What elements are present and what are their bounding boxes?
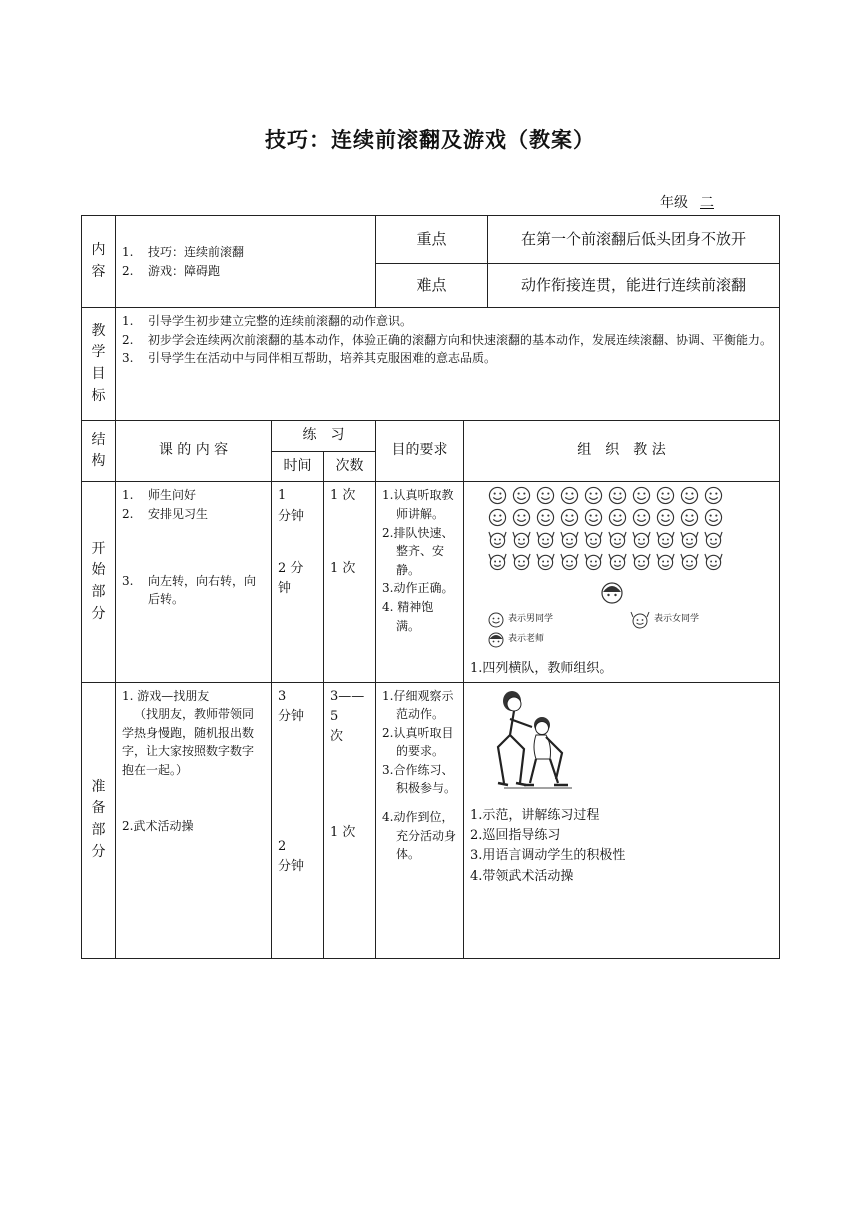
girl-face-icon xyxy=(584,552,603,572)
key-point-text: 在第一个前滚翻后低头团身不放开 xyxy=(488,216,780,264)
start-organization xyxy=(464,482,780,682)
organization-method-header: 组 织 教 法 xyxy=(464,421,780,482)
boy-face-icon xyxy=(536,508,555,528)
teacher-legend-icon xyxy=(488,632,504,648)
girl-face-icon xyxy=(704,552,723,572)
boy-face-icon xyxy=(488,486,507,506)
girl-face-icon xyxy=(656,530,675,550)
list-item: 3.动作正确。 xyxy=(382,581,454,596)
martial-arts-item: 2.武术活动操 xyxy=(122,819,194,834)
goals-row xyxy=(82,308,780,421)
start-count: 1 次 1 次 xyxy=(324,482,376,682)
content-row-key xyxy=(82,216,780,264)
prep-methods xyxy=(470,806,773,887)
prep-section-row xyxy=(82,682,780,958)
key-point-label: 重点 xyxy=(376,216,488,264)
boy-face-icon xyxy=(512,486,531,506)
list-item: 2. 游戏：障碍跑 xyxy=(122,263,221,278)
lesson-plan-table xyxy=(81,215,780,959)
formation-diagram xyxy=(470,484,773,659)
boy-face-icon xyxy=(608,486,627,506)
list-item: 1.仔细观察示范动作。 xyxy=(382,688,454,722)
list-item: 1.示范，讲解练习过程 xyxy=(470,808,600,824)
girl-face-icon xyxy=(608,552,627,572)
boy-face-icon xyxy=(680,486,699,506)
list-item: 4. 精神饱满。 xyxy=(382,599,434,633)
boy-row xyxy=(488,486,728,506)
girl-face-icon xyxy=(632,530,651,550)
prep-organization xyxy=(464,682,780,958)
start-requirements xyxy=(376,482,464,682)
girl-row xyxy=(488,530,728,550)
legend-boy: 表示男同学 xyxy=(488,612,553,628)
girl-face-icon xyxy=(560,552,579,572)
game-description: （找朋友，教师带领同学热身慢跑，随机报出数字，让大家按照数字数字抱在一起。） xyxy=(122,707,255,777)
start-section-row xyxy=(82,482,780,682)
girl-face-icon xyxy=(512,552,531,572)
girl-face-icon xyxy=(512,530,531,550)
list-item: 3.用语言调动学生的积极性 xyxy=(470,848,626,864)
list-item: 4.带领武术活动操 xyxy=(470,868,574,884)
grade-line xyxy=(660,192,718,212)
game-title: 1. 游戏—找朋友 xyxy=(122,688,210,703)
difficulty-text: 动作衔接连贯，能进行连续前滚翻 xyxy=(488,264,780,308)
header-row-1 xyxy=(82,421,780,452)
list-item: 1. 引导学生初步建立完整的连续前滚翻的动作意识。 xyxy=(122,314,413,328)
boy-face-icon xyxy=(536,486,555,506)
list-item: 4.动作到位，充分活动身体。 xyxy=(382,810,457,862)
girl-face-icon xyxy=(488,530,507,550)
document-title: 技巧：连续前滚翻及游戏（教案） xyxy=(265,128,595,152)
goals-label: 教 学 目 标 xyxy=(82,308,116,421)
list-item: 1.认真听取教师讲解。 xyxy=(382,488,454,521)
girl-face-icon xyxy=(536,530,555,550)
prep-time: 3 分钟 2 分钟 xyxy=(272,682,324,958)
list-item: 2.认真听取目的要求。 xyxy=(382,725,454,759)
boy-face-icon xyxy=(632,508,651,528)
time-header: 时间 xyxy=(272,451,324,482)
course-content-header: 课 的 内 容 xyxy=(116,421,272,482)
girl-face-icon xyxy=(632,552,651,572)
prep-section-label: 准 备 部 分 xyxy=(82,682,116,958)
teacher-icon xyxy=(600,582,624,604)
children-demonstration-image xyxy=(484,687,574,797)
start-content xyxy=(116,482,272,682)
girl-face-icon xyxy=(704,530,723,550)
legend-girl: 表示女同学 xyxy=(630,610,699,630)
goal-requirement-header: 目的要求 xyxy=(376,421,464,482)
girl-face-icon xyxy=(584,530,603,550)
legend-teacher: 表示老师 xyxy=(488,632,544,648)
girl-face-icon xyxy=(680,530,699,550)
grade-label: 年级 xyxy=(660,195,688,211)
boy-face-icon xyxy=(608,508,627,528)
boy-face-icon xyxy=(488,508,507,528)
list-item: 3. 引导学生在活动中与同伴相互帮助，培养其克服困难的意志品质。 xyxy=(122,351,497,366)
list-item: 2.排队快速、整齐、安静。 xyxy=(382,525,454,577)
boy-face-icon xyxy=(560,508,579,528)
prep-requirements xyxy=(376,682,464,958)
grade-value: 二 xyxy=(700,195,714,211)
boy-face-icon xyxy=(656,508,675,528)
prep-count: 3——5 次 1 次 xyxy=(324,682,376,958)
student-formation xyxy=(488,486,728,574)
goals-items xyxy=(116,308,780,421)
difficulty-label: 难点 xyxy=(376,264,488,308)
boy-face-icon xyxy=(704,486,723,506)
list-item: 2. 初步学会连续两次前滚翻的基本动作，体验正确的滚翻方向和快速滚翻的基本动作，发展连续滚翻、协调、平衡能力。 xyxy=(122,332,773,347)
count-header: 次数 xyxy=(324,451,376,482)
girl-face-icon xyxy=(488,552,507,572)
boy-face-icon xyxy=(656,486,675,506)
boy-face-icon xyxy=(584,508,603,528)
list-item: 1. 师生问好 xyxy=(122,488,197,503)
girl-face-icon xyxy=(630,610,650,630)
list-item: 2. 安排见习生 xyxy=(122,506,209,521)
prep-content xyxy=(116,682,272,958)
start-time: 1 分钟 2 分 钟 xyxy=(272,482,324,682)
boy-row xyxy=(488,508,728,528)
girl-face-icon xyxy=(608,530,627,550)
boy-face-icon xyxy=(584,486,603,506)
girl-face-icon xyxy=(680,552,699,572)
boy-face-icon xyxy=(560,486,579,506)
girl-row xyxy=(488,552,728,572)
list-item: 2.巡回指导练习 xyxy=(470,828,561,844)
boy-face-icon xyxy=(704,508,723,528)
boy-face-icon xyxy=(512,508,531,528)
start-organization-note: 1.四列横队，教师组织。 xyxy=(470,661,613,677)
list-item: 3. 向左转，向右转，向后转。 xyxy=(122,573,257,607)
content-items xyxy=(116,216,376,308)
boy-face-icon xyxy=(632,486,651,506)
girl-face-icon xyxy=(536,552,555,572)
list-item: 1. 技巧：连续前滚翻 xyxy=(122,244,245,259)
boy-face-icon xyxy=(680,508,699,528)
boy-face-icon xyxy=(488,612,504,628)
list-item: 3.合作练习、积极参与。 xyxy=(382,762,457,796)
start-section-label: 开 始 部 分 xyxy=(82,482,116,682)
girl-face-icon xyxy=(560,530,579,550)
structure-label: 结 构 xyxy=(82,421,116,482)
content-label: 内 容 xyxy=(82,216,116,308)
practice-header: 练 习 xyxy=(272,421,376,452)
girl-face-icon xyxy=(656,552,675,572)
